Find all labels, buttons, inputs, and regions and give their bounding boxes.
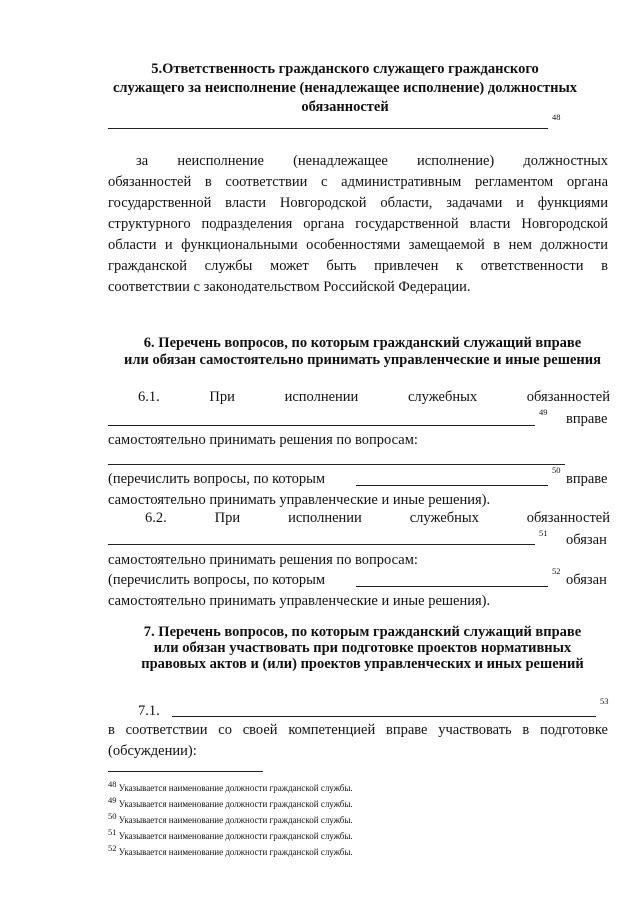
paragraph-6-2-line-3: (перечислить вопросы, по которым [108, 572, 326, 588]
paragraph-6-1-line-4: самостоятельно принимать управленческие и иные решения). [108, 492, 491, 508]
paragraph-7-1-line-2: в соответствии со своей компетенцией вправе участвовать в подготовке [108, 722, 608, 738]
footnotes [108, 778, 608, 858]
footnote-50: $^{50}$ Указывается наименование должности гражданской службы. [108, 811, 353, 825]
footnote-ref-52: 52 [552, 566, 561, 576]
footnote-separator [108, 771, 263, 772]
blank-line-position [356, 586, 548, 587]
paragraph-6-2-line-1: 6.2. При исполнении служебных обязанностей [145, 510, 610, 526]
paragraph-6-1-line-2: самостоятельно принимать решения по вопросам: [108, 432, 418, 448]
footnote-52: $^{52}$ Указывается наименование должности гражданской службы. [108, 843, 353, 857]
footnote-ref-48: 48 [552, 112, 561, 122]
blank-line-questions [108, 464, 565, 465]
footnote-48: $^{48}$ Указывается наименование должности гражданской службы. [108, 779, 353, 793]
paragraph-7-1-number: 7.1. [138, 703, 160, 719]
footnote-ref-53: 53 [600, 696, 609, 706]
body-line-1: за неисполнение (ненадлежащее исполнение) должностных [136, 153, 608, 169]
paragraph-6-1-line-1: 6.1. При исполнении служебных обязанностей [138, 389, 610, 405]
paragraph-6-2-line-2: самостоятельно принимать решения по вопросам: [108, 552, 418, 568]
section-5-title: 5.Ответственность гражданского служащего гражданского служащего за неисполнение (ненадлежащее исполнение) должностных обязанностей [112, 61, 578, 115]
footnote-49: $^{49}$ Указывается наименование должности гражданской службы. [108, 795, 353, 809]
footnote-ref-49: 49 [539, 407, 548, 417]
word-obyazan: обязан [566, 572, 607, 588]
footnote-51: $^{51}$ Указывается наименование должности гражданской службы. [108, 827, 353, 841]
section-7-title: 7. Перечень вопросов, по которым гражданский служащий вправе или обязан участвовать при подготовке проектов нормативных правовых актов и (или) проектов управленческих и иных решений [141, 624, 584, 672]
paragraph-7-1-line-3: (обсуждении): [108, 743, 197, 759]
blank-line-position [356, 485, 548, 486]
word-vprave: вправе [566, 411, 608, 427]
section-6-title: 6. Перечень вопросов, по которым гражданский служащий вправе или обязан самостоятельно принимать управленческие и иные решения [124, 335, 601, 368]
blank-line-position [108, 544, 535, 545]
footnote-ref-51: 51 [539, 528, 548, 538]
word-obyazan: обязан [566, 532, 607, 548]
footnote-ref-50: 50 [552, 465, 561, 475]
blank-line-position [108, 425, 535, 426]
paragraph-6-2-line-4: самостоятельно принимать управленческие и иные решения). [108, 593, 491, 609]
section-5-body: за неисполнение (ненадлежащее исполнение) должностных обязанностей в соответствии с административным регламентом органа государственной власти Новгородской области, задачами и функциями структурного подразделения органа государственной власти Новгородской области и функциональными особенностями замещаемой в нем должности гражданской службы может быть привлечен к ответственности в соответствии с законодательством Российской Федерации. [108, 153, 608, 295]
blank-line-position [172, 716, 596, 717]
blank-line-position [108, 128, 548, 129]
paragraph-6-1-line-3: (перечислить вопросы, по которым [108, 471, 326, 487]
word-vprave: вправе [566, 471, 608, 487]
